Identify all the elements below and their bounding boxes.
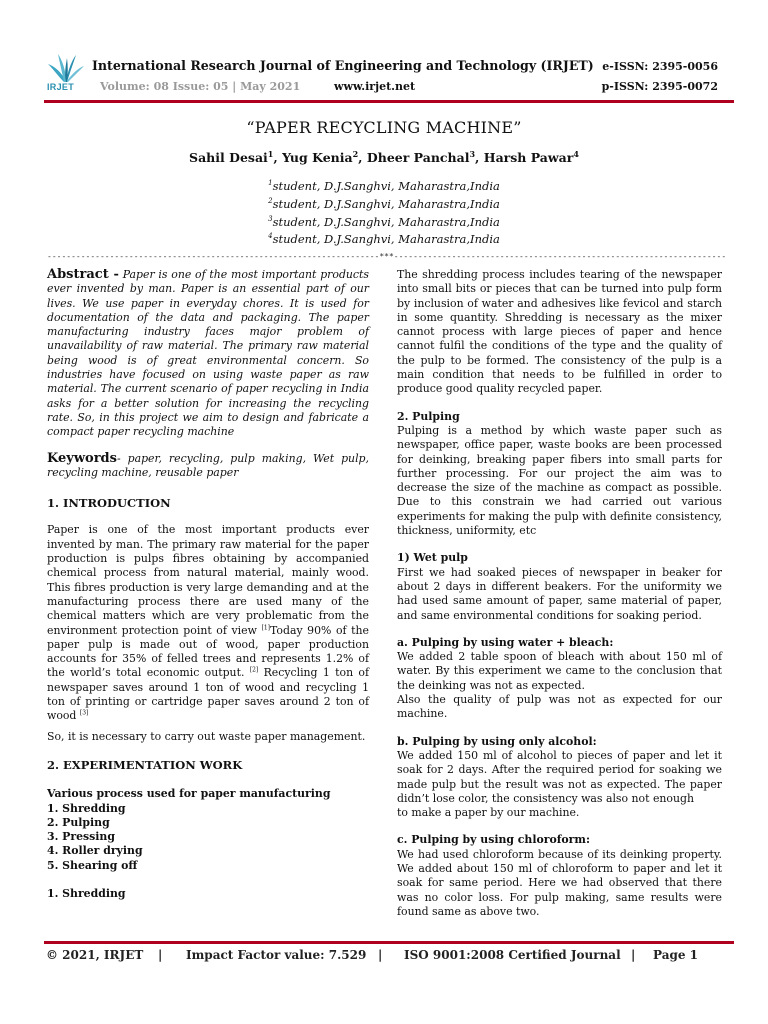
abstract-text: Paper is one of the most important products ever invented by man. Paper is an essential part of our lives. We use paper in everyday chores. It is used for documentation of the data and packaging. The paper manufacturing industry faces major problem of unavailability of raw material. The primary raw material being wood is of great environmental concern. So industries have focused on using waste paper as raw material. The current scenario of paper recycling in India asks for a better solution for increasing the recycling rate. So, in this project we aim to design and fabricate a compact paper recycling machine [47, 268, 369, 439]
section-separator: ---------------------------------------------------------------------***--------------------------------------------------------------------- [47, 252, 727, 261]
affiliation-number: 3 [268, 214, 273, 223]
author-number: 3 [469, 149, 476, 159]
affiliation-number: 4 [268, 232, 273, 241]
affiliation-text: student, D.J.Sanghvi, Maharastra,India [272, 178, 500, 193]
header-rule [44, 100, 734, 103]
affiliation-number: 1 [268, 179, 273, 187]
affiliation-text: student, D.J.Sanghvi, Maharastra,India [272, 214, 500, 229]
intro-paragraph [47, 523, 369, 723]
author-name: Dheer Panchal [366, 150, 470, 166]
keywords-label: Keywords [47, 450, 117, 466]
keywords-text: - paper, recycling, pulp making, Wet pulp, recycling machine, reusable paper [47, 451, 369, 479]
wet-pulp-paragraph: First we had soaked pieces of newspaper in beaker for about 2 days in different beakers. For the uniformity we had used same amount of paper, same material of paper, and same environmental conditions for soaking period. [397, 565, 722, 622]
left-column [47, 268, 369, 901]
author-name: Sahil Desai [189, 150, 268, 166]
e-issn: e-ISSN: 2395-0056 [602, 60, 718, 73]
chloroform-paragraph: We had used chloroform because of its deinking property. We added about 150 ml of chloroform to paper and let it soak for same period. Here we had observed that there was no color loss. For pulp making, same results were found same as above two. [397, 847, 722, 918]
citation: [3] [79, 709, 89, 717]
list-item: 5. Shearing off [47, 858, 138, 872]
list-item: 3. Pressing [47, 830, 115, 844]
abstract [47, 268, 369, 440]
affiliation-text: student, D.J.Sanghvi, Maharastra,India [272, 196, 500, 211]
subsection-heading: 2. Pulping [397, 409, 460, 423]
shredding-paragraph: The shredding process includes tearing of the newspaper into small bits or pieces that can be turned into pulp form by inclusion of water and adhesives like fevicol and starch in some quantity. Shredding is necessary as the mixer cannot process with large pieces of paper and hence cannot fulfil the conditions of the type and the quality of the pulp to be formed. The consistency of the pulp is a main condition that needs to be fulfilled in order to produce good quality recycled paper. [397, 268, 722, 396]
text-run: Paper is one of the most important products ever invented by man. The primary raw material for the paper production is pulps fibres obtaining by accompanied chemical process from natural material, mainly wood. This fibres production is very large demanding and at the manufacturing process there are used many of the chemical matters which are very problematic from the environment protection point of view [47, 523, 369, 637]
author-number: 2 [352, 149, 359, 159]
right-column [397, 268, 722, 919]
abstract-label: Abstract - [47, 267, 119, 282]
author-number: 1 [267, 149, 274, 159]
list-item: 4. Roller drying [47, 844, 143, 858]
p-issn: p-ISSN: 2395-0072 [601, 80, 718, 93]
impact-factor: Impact Factor value: 7.529 [186, 948, 367, 962]
citation: [2] [249, 666, 259, 674]
alcohol-paragraph: to make a paper by our machine. [397, 806, 580, 820]
author-list: Sahil Desai$^1$, Yug Kenia$^2$, Dheer Panchal$^3$, Harsh Pawar$^4$ [189, 149, 579, 166]
list-item: 2. Pulping [47, 815, 110, 829]
journal-name: International Research Journal of Engineering and Technology (IRJET) [92, 58, 594, 73]
affiliation [0, 212, 768, 230]
paper-title: “PAPER RECYCLING MACHINE” [246, 118, 522, 137]
affiliation [0, 194, 768, 212]
pulping-paragraph: Pulping is a method by which waste paper such as newspaper, office paper, waste books are been processed for deinking, breaking paper fibers into small parts for further processing. For our project the aim was to decrease the size of the machine as compact as possible. Due to this constrain we had carried out various experiments for making the pulp with definite consistency, thickness, uniformity, etc [397, 423, 722, 538]
volume-issue: Volume: 08 Issue: 05 | May 2021 [100, 80, 301, 93]
citation: [1] [261, 623, 270, 631]
alcohol-paragraph: We added 150 ml of alcohol to pieces of paper and let it soak for 2 days. After the required period for soaking we made pulp but the result was not as expected. The paper didn’t lose color, the consistency was also not enough [397, 748, 722, 805]
copyright: © 2021, IRJET [46, 948, 144, 962]
footer-rule [44, 941, 734, 944]
bleach-paragraph: Also the quality of pulp was not as expected for our machine. [397, 693, 722, 721]
affiliation-list [0, 176, 768, 247]
section-heading: 2. EXPERIMENTATION WORK [47, 757, 243, 772]
affiliation [0, 229, 768, 247]
separator-mark: *** [379, 252, 394, 261]
subsection-heading: 1) Wet pulp [397, 551, 468, 565]
text-run: Recycling 1 ton of newspaper saves around 1 ton of wood and recycling 1 ton of printing or cartridge paper saves around 2 ton of wood [47, 666, 370, 723]
section-heading: 1. INTRODUCTION [47, 496, 171, 511]
footer-separator: | [631, 948, 636, 962]
journal-header [44, 50, 734, 98]
author-number: 4 [573, 149, 579, 159]
keywords [47, 452, 369, 481]
author-name: Yug Kenia [282, 150, 353, 166]
bleach-paragraph: We added 2 table spoon of bleach with about 150 ml of water. By this experiment we came to the conclusion that the deinking was not as expected. [397, 650, 722, 692]
journal-website: www.irjet.net [334, 80, 416, 93]
footer-separator: | [378, 948, 383, 962]
logo-text: IRJET [47, 82, 75, 92]
iso-certification: ISO 9001:2008 Certified Journal [404, 948, 621, 962]
intro-paragraph: So, it is necessary to carry out waste paper management. [47, 729, 366, 743]
affiliation-number: 2 [268, 196, 273, 205]
affiliation [0, 176, 768, 194]
footer-separator: | [158, 948, 163, 962]
author-name: Harsh Pawar [483, 150, 574, 166]
page-number: Page 1 [653, 948, 699, 962]
list-item: 1. Shredding [47, 801, 126, 815]
subsection-heading: c. Pulping by using chloroform: [397, 833, 590, 847]
list-title: Various process used for paper manufacturing [47, 787, 331, 801]
irjet-logo [44, 52, 88, 96]
logo-leaf-icon [44, 52, 88, 84]
subsection-heading: 1. Shredding [47, 886, 126, 900]
affiliation-text: student, D.J.Sanghvi, Maharastra,India [272, 232, 500, 247]
subsection-heading: b. Pulping by using only alcohol: [397, 734, 597, 748]
text-run: Today 90% of the paper pulp is made out of wood, paper production accounts for 35% of felled trees and represents 1.2% of the world’s total economic output. [47, 623, 370, 680]
subsection-heading: a. Pulping by using water + bleach: [397, 635, 614, 649]
